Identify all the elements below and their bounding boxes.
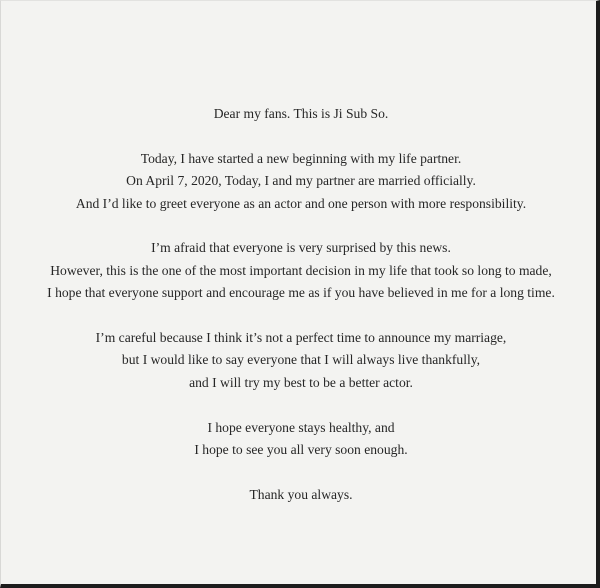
text-line: and I will try my best to be a better actor. [189,374,413,390]
paragraph-wishes [11,417,591,462]
text-line: but I would like to say everyone that I will always live thankfully, [121,352,481,368]
text-line: Today, I have started a new beginning with my life partner. [140,150,462,166]
text-line: I hope that everyone support and encourage me as if you have believed in me for a long time. [47,285,555,301]
text-line: I’m afraid that everyone is very surprised by this news. [151,240,451,256]
text-line: I’m careful because I think it’s not a perfect time to announce my marriage, [95,330,507,346]
paragraph-marriage-announcement [11,148,591,215]
letter-body [11,103,591,529]
text-line: I hope everyone stays healthy, and [207,419,395,435]
text-line: However, this is the one of the most important decision in my life that took so long to made, [50,262,552,278]
paragraph-surprise [11,237,591,304]
text-line: I hope to see you all very soon enough. [194,442,408,458]
text-line: And I’d like to greet everyone as an actor and one person with more responsibility. [75,195,527,211]
closing-line: Thank you always. [249,486,353,502]
greeting-paragraph [11,103,591,125]
paragraph-careful [11,327,591,394]
closing-paragraph [11,484,591,506]
text-line: On April 7, 2020, Today, I and my partner are married officially. [126,173,476,189]
greeting-line: Dear my fans. This is Ji Sub So. [213,106,389,121]
